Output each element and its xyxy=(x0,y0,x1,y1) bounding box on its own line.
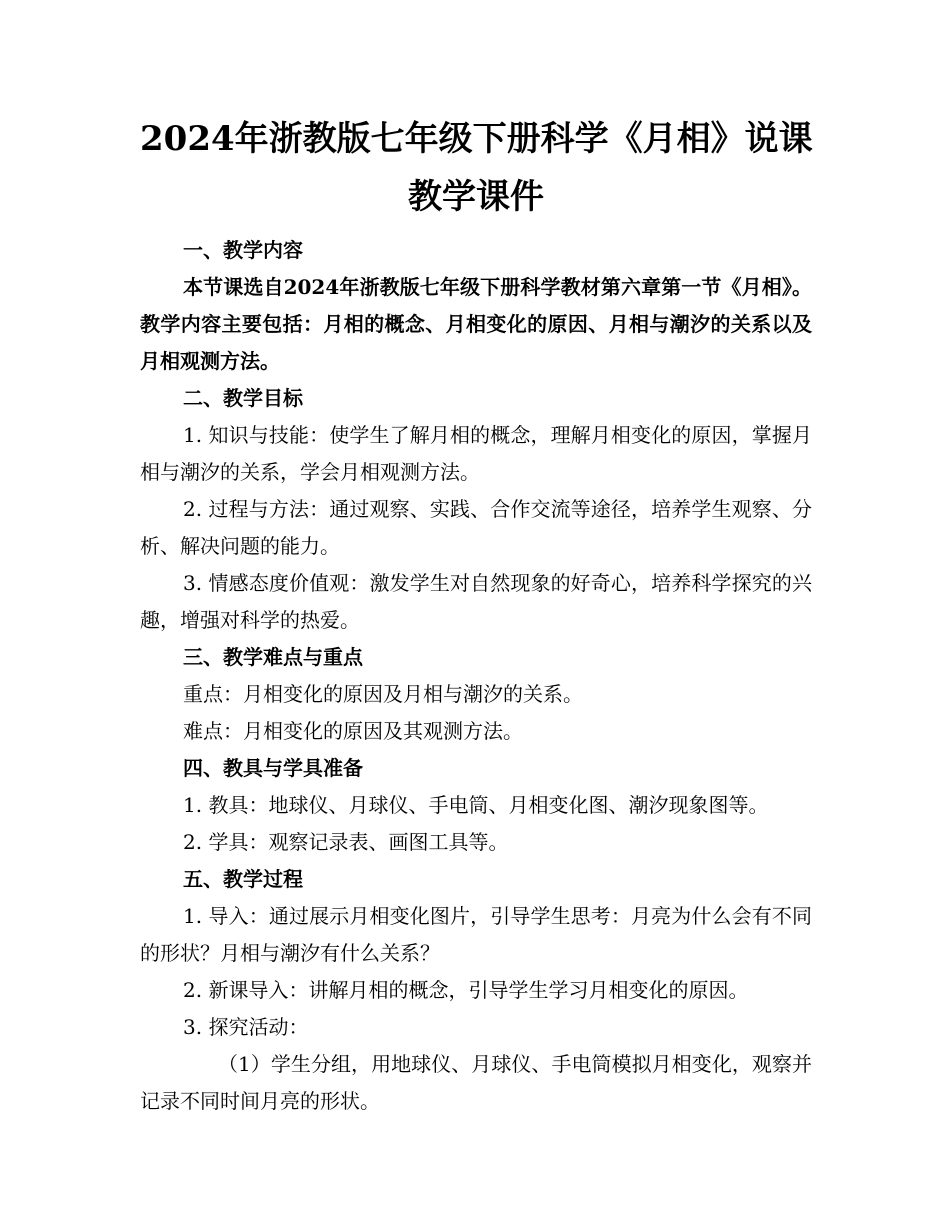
title-line-1: 2024年浙教版七年级下册科学《月相》说课 xyxy=(140,119,813,159)
document-title xyxy=(140,110,812,226)
section-heading-objectives: 二、教学目标 xyxy=(183,386,303,410)
objective-item-3: 3. 情感态度价值观：激发学生对自然现象的好奇心，培养科学探究的兴趣，增强对科学的热爱。 xyxy=(140,571,812,632)
document-page xyxy=(140,110,812,1120)
section-heading-process: 五、教学过程 xyxy=(183,867,303,891)
title-line-2: 教学课件 xyxy=(408,177,544,217)
process-item-3-sub-1: （1）学生分组，用地球仪、月球仪、手电筒模拟月相变化，观察并记录不同时间月亮的形状。 xyxy=(140,1052,812,1113)
section-paragraph-content: 本节课选自2024年浙教版七年级下册科学教材第六章第一节《月相》。教学内容主要包括：月相的概念、月相变化的原因、月相与潮汐的关系以及月相观测方法。 xyxy=(140,275,812,373)
key-point-text: 重点：月相变化的原因及月相与潮汐的关系。 xyxy=(183,682,583,706)
section-heading-materials: 四、教具与学具准备 xyxy=(183,756,363,780)
objective-item-1: 1. 知识与技能：使学生了解月相的概念，理解月相变化的原因，掌握月相与潮汐的关系，学会月相观测方法。 xyxy=(140,423,812,484)
process-item-1: 1. 导入：通过展示月相变化图片，引导学生思考：月亮为什么会有不同的形状？月相与潮汐有什么关系？ xyxy=(140,904,812,965)
difficult-point-text: 难点：月相变化的原因及其观测方法。 xyxy=(183,719,523,743)
process-item-3: 3. 探究活动： xyxy=(183,1015,309,1039)
section-heading-key-points: 三、教学难点与重点 xyxy=(183,645,363,669)
materials-item-1: 1. 教具：地球仪、月球仪、手电筒、月相变化图、潮汐现象图等。 xyxy=(183,793,769,817)
section-heading-content: 一、教学内容 xyxy=(183,238,303,262)
materials-item-2: 2. 学具：观察记录表、画图工具等。 xyxy=(183,830,509,854)
process-item-2: 2. 新课导入：讲解月相的概念，引导学生学习月相变化的原因。 xyxy=(183,978,749,1002)
objective-item-2: 2. 过程与方法：通过观察、实践、合作交流等途径，培养学生观察、分析、解决问题的能力。 xyxy=(140,497,812,558)
